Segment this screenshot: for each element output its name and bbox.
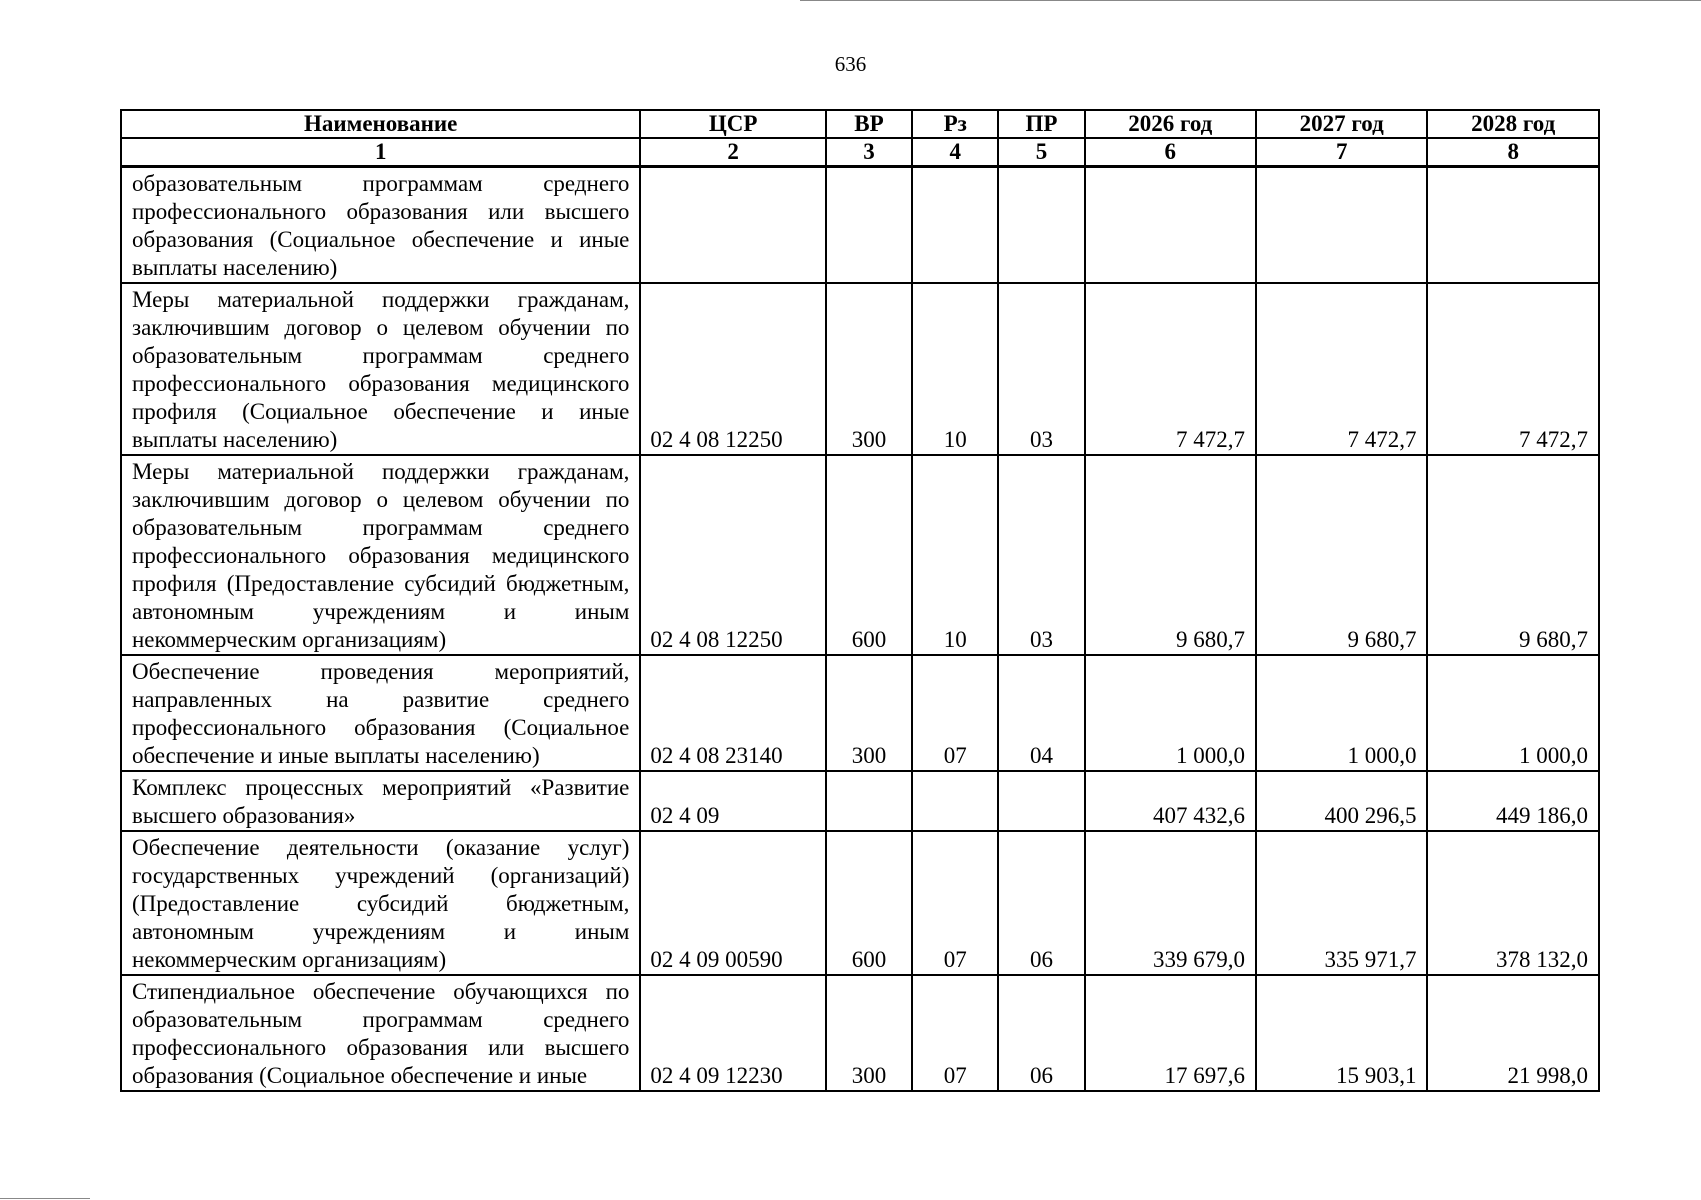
row-name-cell: Обеспечение проведения мероприятий, направленных на развитие среднего профессионального образования (Социальное обеспечение и иные выплаты населению) — [121, 655, 640, 771]
row-2028-cell: 9 680,7 — [1427, 455, 1599, 655]
row-pr-cell: 04 — [998, 655, 1084, 771]
row-csr-cell: 02 4 08 23140 — [640, 655, 826, 771]
column-number: 1 — [121, 138, 640, 167]
row-vr-cell: 300 — [826, 975, 912, 1091]
row-pr-cell: 06 — [998, 831, 1084, 975]
header-csr: ЦСР — [640, 110, 826, 138]
header-name: Наименование — [121, 110, 640, 138]
row-2028-cell: 378 132,0 — [1427, 831, 1599, 975]
scan-edge-left-line — [0, 1198, 90, 1199]
table-row — [121, 831, 1599, 975]
table-row — [121, 283, 1599, 455]
row-pr-cell: 03 — [998, 455, 1084, 655]
row-2028-cell: 21 998,0 — [1427, 975, 1599, 1091]
table-row — [121, 167, 1599, 284]
row-vr-cell — [826, 167, 912, 284]
header-vr: ВР — [826, 110, 912, 138]
row-rz-cell — [912, 771, 998, 831]
row-vr-cell: 600 — [826, 455, 912, 655]
row-2027-cell: 7 472,7 — [1256, 283, 1427, 455]
row-2027-cell: 1 000,0 — [1256, 655, 1427, 771]
column-number: 3 — [826, 138, 912, 167]
row-2028-cell — [1427, 167, 1599, 284]
row-2028-cell: 7 472,7 — [1427, 283, 1599, 455]
row-name-cell: образовательным программам среднего профессионального образования или высшего образования (Социальное обеспечение и иные выплаты населению) — [121, 167, 640, 284]
row-2026-cell: 407 432,6 — [1085, 771, 1256, 831]
header-2026: 2026 год — [1085, 110, 1256, 138]
page-number: 636 — [834, 52, 867, 76]
row-2026-cell: 339 679,0 — [1085, 831, 1256, 975]
row-rz-cell: 07 — [912, 831, 998, 975]
row-2028-cell: 449 186,0 — [1427, 771, 1599, 831]
row-name-cell: Меры материальной поддержки гражданам, заключившим договор о целевом обучении по образовательным программам среднего профессионального образования медицинского профиля (Предоставление субсидий бюджетным, автономным учреждениям и иным некоммерческим организациям) — [121, 455, 640, 655]
scan-edge-top-line — [800, 0, 1701, 1]
row-2027-cell: 335 971,7 — [1256, 831, 1427, 975]
table-header-row — [121, 110, 1599, 138]
row-2026-cell: 9 680,7 — [1085, 455, 1256, 655]
row-pr-cell — [998, 167, 1084, 284]
row-csr-cell — [640, 167, 826, 284]
row-vr-cell: 300 — [826, 283, 912, 455]
row-rz-cell: 07 — [912, 975, 998, 1091]
row-name-cell: Стипендиальное обеспечение обучающихся по образовательным программам среднего профессионального образования или высшего образования (Социальное обеспечение и иные — [121, 975, 640, 1091]
row-2027-cell — [1256, 167, 1427, 284]
row-2027-cell: 9 680,7 — [1256, 455, 1427, 655]
column-number: 7 — [1256, 138, 1427, 167]
row-2026-cell: 17 697,6 — [1085, 975, 1256, 1091]
column-number: 8 — [1427, 138, 1599, 167]
column-number: 6 — [1085, 138, 1256, 167]
row-csr-cell: 02 4 09 00590 — [640, 831, 826, 975]
row-name-cell: Обеспечение деятельности (оказание услуг) государственных учреждений (организаций) (Предоставление субсидий бюджетным, автономным учреждениям и иным некоммерческим организациям) — [121, 831, 640, 975]
row-2028-cell: 1 000,0 — [1427, 655, 1599, 771]
row-pr-cell — [998, 771, 1084, 831]
row-vr-cell — [826, 771, 912, 831]
column-number: 4 — [912, 138, 998, 167]
row-rz-cell — [912, 167, 998, 284]
header-rz: Рз — [912, 110, 998, 138]
table-row — [121, 771, 1599, 831]
row-pr-cell: 03 — [998, 283, 1084, 455]
row-2027-cell: 400 296,5 — [1256, 771, 1427, 831]
header-pr: ПР — [998, 110, 1084, 138]
column-number: 5 — [998, 138, 1084, 167]
row-pr-cell: 06 — [998, 975, 1084, 1091]
row-csr-cell: 02 4 08 12250 — [640, 283, 826, 455]
row-name-cell: Комплекс процессных мероприятий «Развитие высшего образования» — [121, 771, 640, 831]
budget-table — [120, 109, 1600, 1092]
row-2026-cell: 7 472,7 — [1085, 283, 1256, 455]
table-row — [121, 655, 1599, 771]
row-2026-cell — [1085, 167, 1256, 284]
row-name-cell: Меры материальной поддержки гражданам, заключившим договор о целевом обучении по образовательным программам среднего профессионального образования медицинского профиля (Социальное обеспечение и иные выплаты населению) — [121, 283, 640, 455]
column-number: 2 — [640, 138, 826, 167]
table-row — [121, 455, 1599, 655]
header-2028: 2028 год — [1427, 110, 1599, 138]
row-vr-cell: 300 — [826, 655, 912, 771]
row-csr-cell: 02 4 09 — [640, 771, 826, 831]
table-column-number-row — [121, 138, 1599, 167]
row-csr-cell: 02 4 09 12230 — [640, 975, 826, 1091]
row-2026-cell: 1 000,0 — [1085, 655, 1256, 771]
row-rz-cell: 07 — [912, 655, 998, 771]
row-rz-cell: 10 — [912, 283, 998, 455]
row-rz-cell: 10 — [912, 455, 998, 655]
row-vr-cell: 600 — [826, 831, 912, 975]
table-row — [121, 975, 1599, 1091]
header-2027: 2027 год — [1256, 110, 1427, 138]
row-csr-cell: 02 4 08 12250 — [640, 455, 826, 655]
row-2027-cell: 15 903,1 — [1256, 975, 1427, 1091]
